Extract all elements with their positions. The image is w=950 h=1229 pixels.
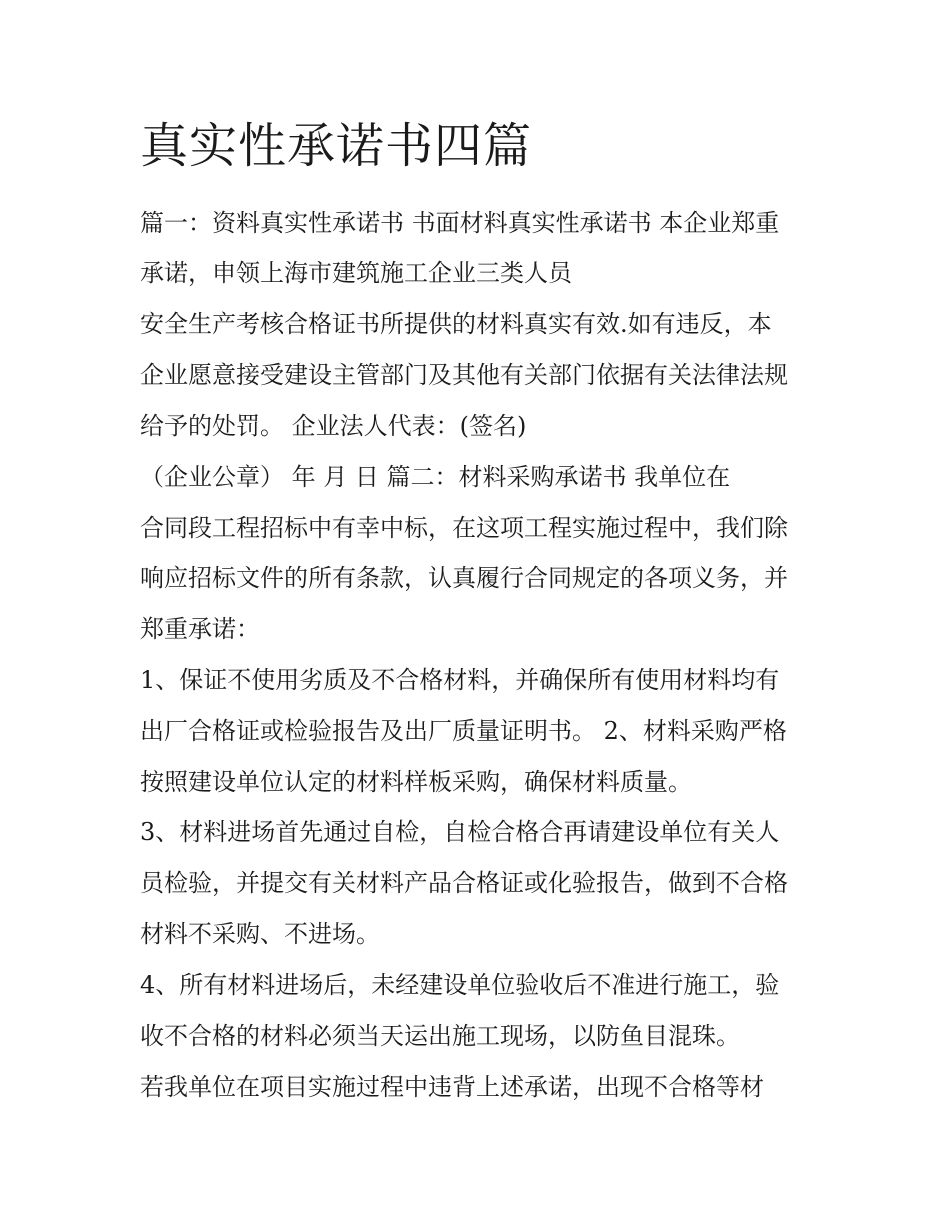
text-line: 若我单位在项目实施过程中违背上述承诺，出现不合格等材: [140, 1073, 764, 1101]
text-line: 3、材料进场首先通过自检，自检合格合再请建设单位有关人: [140, 818, 780, 846]
text-line: 员检验，并提交有关材料产品合格证或化验报告，做到不合格: [140, 869, 788, 897]
text-line: 安全生产考核合格证书所提供的材料真实有效.如有违反，本: [140, 310, 772, 338]
text-line: 1、保证不使用劣质及不合格材料，并确保所有使用材料均有: [140, 666, 780, 694]
text-line: 4、所有材料进场后，未经建设单位验收后不准进行施工，验: [140, 971, 780, 999]
text-line: 篇一：资料真实性承诺书 书面材料真实性承诺书 本企业郑重: [140, 209, 780, 237]
text-line: 材料不采购、不进场。: [140, 920, 380, 948]
text-line: 合同段工程招标中有幸中标，在这项工程实施过程中，我们除: [140, 514, 788, 542]
text-line: 出厂合格证或检验报告及出厂质量证明书。 2、材料采购严格: [140, 717, 787, 745]
text-line: 收不合格的材料必须当天运出施工现场，以防鱼目混珠。: [140, 1022, 740, 1050]
text-line: 给予的处罚。 企业法人代表：(签名): [140, 412, 527, 440]
text-line: 响应招标文件的所有条款，认真履行合同规定的各项义务，并: [140, 564, 788, 592]
text-line: 承诺，申领上海市建筑施工企业三类人员: [140, 259, 572, 287]
text-line: 企业愿意接受建设主管部门及其他有关部门依据有关法律法规: [140, 361, 788, 389]
page-title: 真实性承诺书四篇: [140, 118, 533, 174]
text-line: 按照建设单位认定的材料样板采购，确保材料质量。: [140, 768, 692, 796]
text-line: 郑重承诺：: [140, 615, 260, 643]
text-line: （企业公章） 年 月 日 篇二：材料采购承诺书 我单位在: [140, 463, 731, 491]
